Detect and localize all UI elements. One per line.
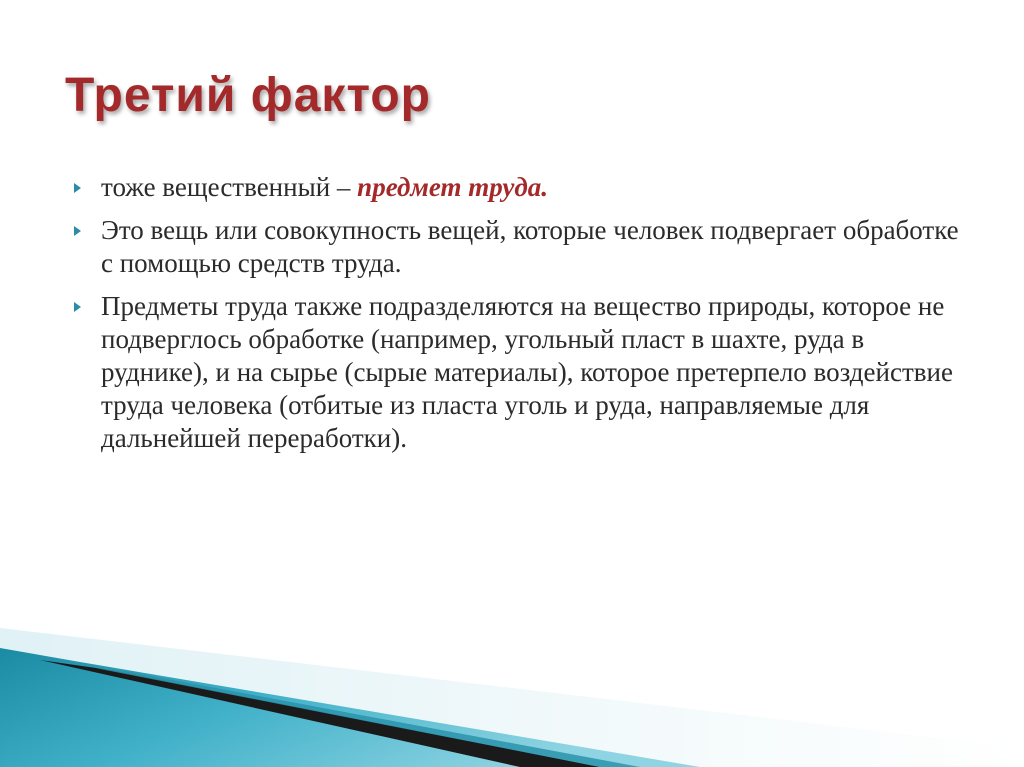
bullet-item bbox=[74, 214, 974, 280]
bullet-list bbox=[74, 171, 974, 465]
bullet-item bbox=[74, 171, 974, 204]
bullet-emphasis: предмет труда. bbox=[357, 172, 548, 202]
decor-teal-stripe bbox=[95, 668, 640, 767]
slide-title: Третий фактор bbox=[65, 69, 431, 122]
decor-teal-band bbox=[0, 648, 700, 767]
bullet-text: Это вещь или совокупность вещей, которые человек подвергает обработке с помощью средств труда. bbox=[101, 215, 959, 278]
triangle-right-icon bbox=[74, 302, 81, 312]
bullet-text: тоже вещественный – bbox=[101, 172, 358, 202]
bullet-item bbox=[74, 290, 974, 455]
decor-dark-stripe bbox=[40, 660, 600, 767]
triangle-right-icon bbox=[74, 226, 81, 236]
bullet-text: Предметы труда также подразделяются на вещество природы, которое не подверглось обработке (например, угольный пласт в шахте, руда в руднике), и на сырье (сырые материалы), которое претерпело воздействие труда человека (отбитые из пласта уголь и руда, направляемые для дальнейшей переработки). bbox=[101, 291, 953, 453]
decor-pale-band bbox=[0, 628, 1024, 767]
triangle-right-icon bbox=[74, 183, 81, 193]
